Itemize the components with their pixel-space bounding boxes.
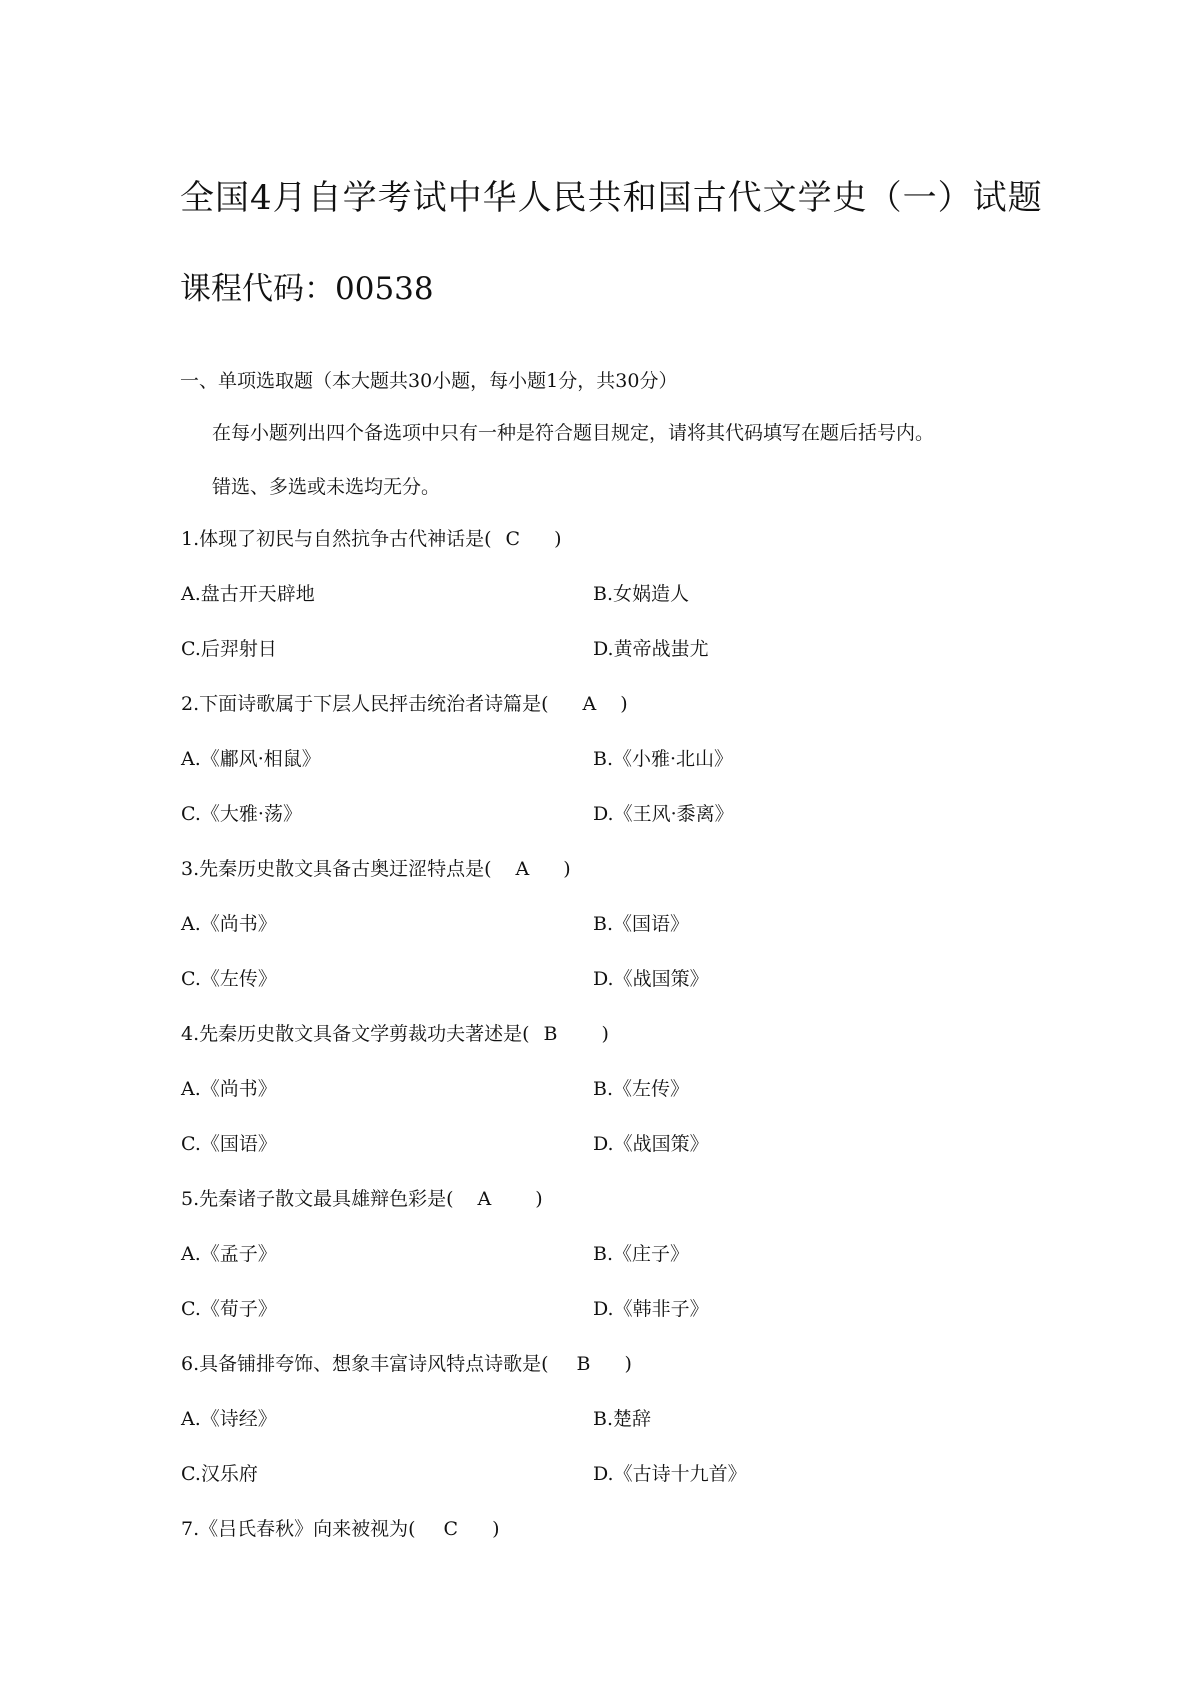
option: C.《左传》 <box>181 968 277 990</box>
section-heading: 一、单项选取题（本大题共30小题，每小题1分，共30分） <box>180 370 678 392</box>
course-code: 课程代码：00538 <box>180 271 434 307</box>
question-stem <box>181 689 628 716</box>
question-close: ) <box>601 1023 609 1045</box>
question-answer: A <box>582 693 597 715</box>
section-instruction: 错选、多选或未选均无分。 <box>212 476 441 498</box>
question-stem <box>181 1514 500 1541</box>
option: A.《尚书》 <box>181 913 277 935</box>
question-close: ) <box>563 858 571 880</box>
question-text: 6.具备铺排夸饰、想象丰富诗风特点诗歌是( <box>181 1353 549 1375</box>
question-text: 1.体现了初民与自然抗争古代神话是( <box>181 528 492 550</box>
option: D.《韩非子》 <box>593 1298 709 1320</box>
option: B.《左传》 <box>593 1078 690 1100</box>
option: A.《诗经》 <box>181 1408 277 1430</box>
option: A.《孟子》 <box>181 1243 277 1265</box>
question-close: ) <box>624 1353 632 1375</box>
question-close: ) <box>554 528 562 550</box>
question-close: ) <box>535 1188 543 1210</box>
section-instruction: 在每小题列出四个备选项中只有一种是符合题目规定，请将其代码填写在题后括号内。 <box>212 422 935 444</box>
question-stem <box>181 1349 632 1376</box>
option: C.《大雅·荡》 <box>181 803 302 825</box>
question-answer: B <box>543 1023 558 1045</box>
question-stem <box>181 854 571 881</box>
question-answer: A <box>477 1188 492 1210</box>
option: D.《古诗十九首》 <box>593 1463 747 1485</box>
option: D.《王风·黍离》 <box>593 803 734 825</box>
page-title: 全国4月自学考试中华人民共和国古代文学史（一）试题 <box>180 178 1043 218</box>
option: D.《战国策》 <box>593 1133 709 1155</box>
question-close: ) <box>620 693 628 715</box>
question-stem <box>181 524 562 551</box>
option: B.楚辞 <box>593 1408 652 1430</box>
question-text: 4.先秦历史散文具备文学剪裁功夫著述是( <box>181 1023 530 1045</box>
question-stem <box>181 1019 609 1046</box>
question-close: ) <box>492 1518 500 1540</box>
option: C.《荀子》 <box>181 1298 277 1320</box>
question-text: 2.下面诗歌属于下层人民抨击统治者诗篇是( <box>181 693 549 715</box>
option: B.女娲造人 <box>593 583 690 605</box>
option: B.《庄子》 <box>593 1243 690 1265</box>
question-text: 7.《吕氏春秋》向来被视为( <box>181 1518 416 1540</box>
question-text: 5.先秦诸子散文最具雄辩色彩是( <box>181 1188 454 1210</box>
option: A.《鄘风·相鼠》 <box>181 748 321 770</box>
question-stem <box>181 1184 543 1211</box>
question-answer: C <box>505 528 521 550</box>
question-answer: A <box>515 858 530 880</box>
option: D.黄帝战蚩尤 <box>593 638 709 660</box>
option: B.《国语》 <box>593 913 690 935</box>
option: C.《国语》 <box>181 1133 277 1155</box>
option: C.汉乐府 <box>181 1463 258 1485</box>
option: C.后羿射日 <box>181 638 277 660</box>
option: A.盘古开天辟地 <box>181 583 315 605</box>
question-answer: C <box>443 1518 459 1540</box>
question-answer: B <box>576 1353 591 1375</box>
option: A.《尚书》 <box>181 1078 277 1100</box>
option: B.《小雅·北山》 <box>593 748 734 770</box>
option: D.《战国策》 <box>593 968 709 990</box>
question-text: 3.先秦历史散文具备古奥迂涩特点是( <box>181 858 492 880</box>
